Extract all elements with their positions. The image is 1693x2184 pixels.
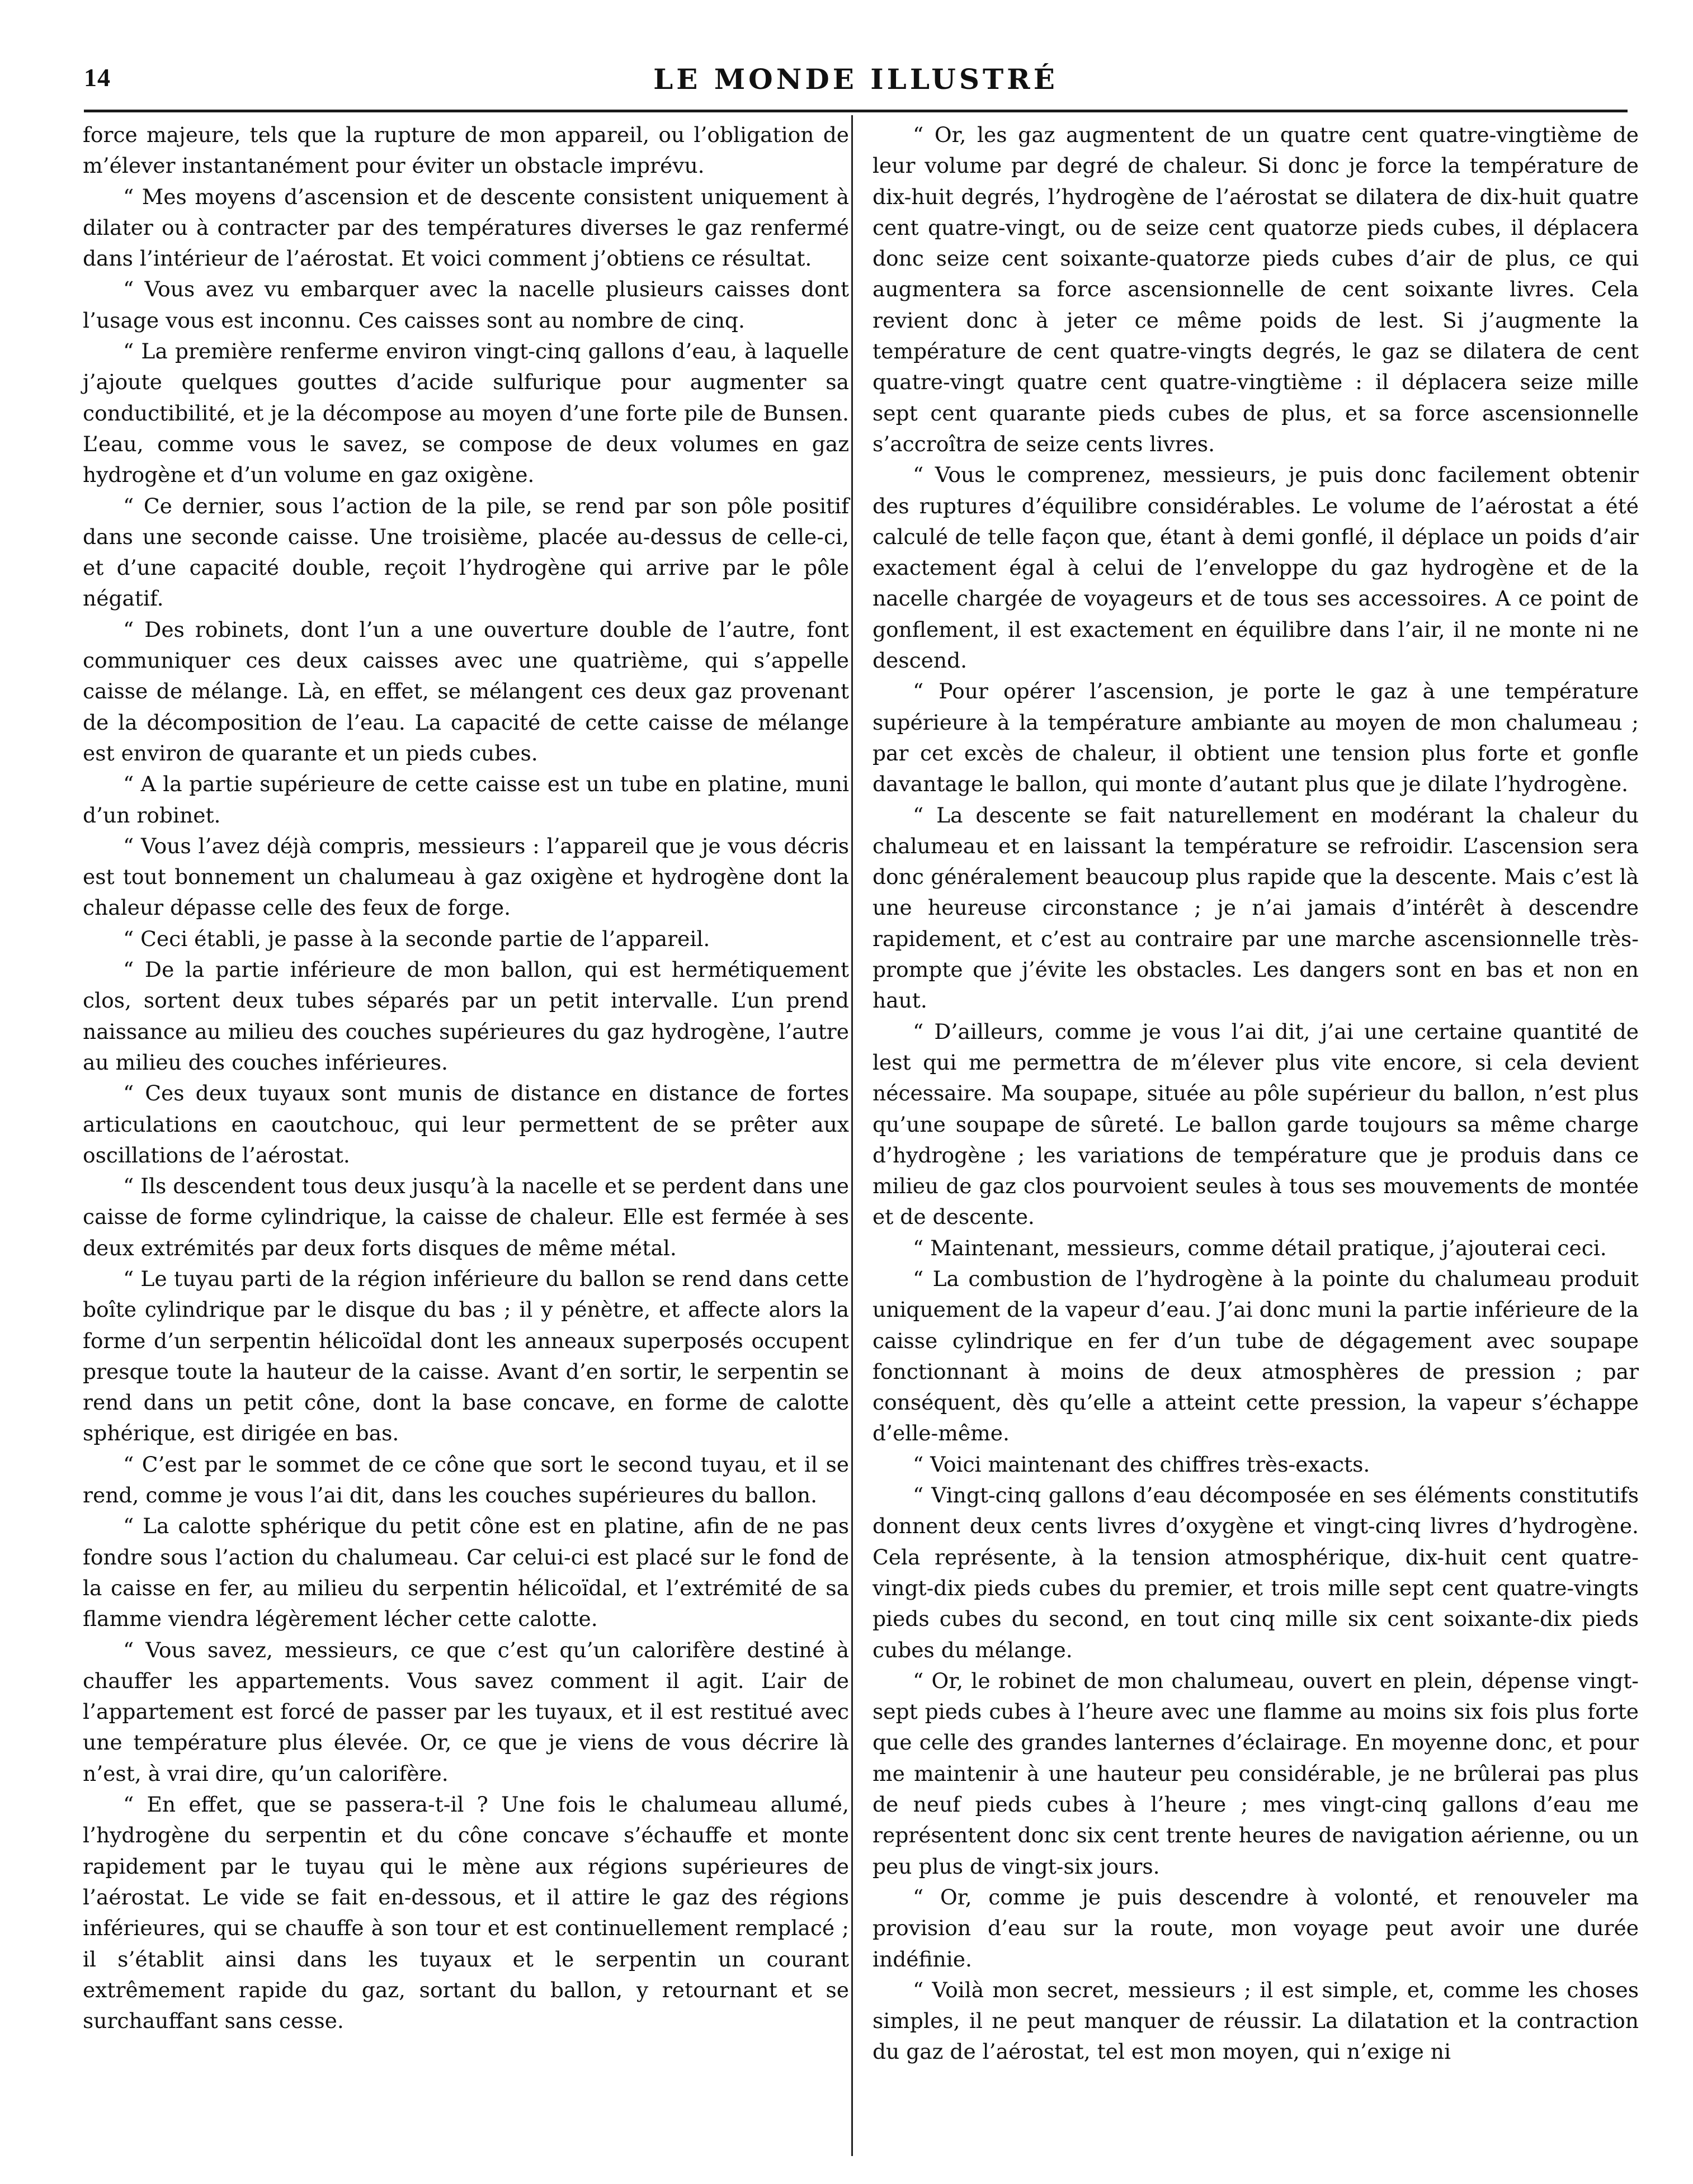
paragraph: “ La calotte sphérique du petit cône est en platine, afin de ne pas fondre sous l’action du chalumeau. Car celui-ci est placé sur le fond de la caisse en fer, au milieu du serpentin hélicoïdal, et l’extrémité de sa flamme viendra légèrement lécher cette calotte.: [83, 1514, 849, 1632]
paragraph: “ Ceci établi, je passe à la seconde partie de l’appareil.: [123, 926, 710, 951]
publication-title: LE MONDE ILLUSTRÉ: [653, 63, 1058, 96]
paragraph: “ Vous le comprenez, messieurs, je puis donc facilement obtenir des ruptures d’équilibre considérables. Le volume de l’aérostat a été calculé de telle façon que, étant à demi gonflé, il déplace un poids d’air exactement égal à celui de l’enveloppe du gaz hydrogène et de la nacelle chargée de voyageurs et de tous ses accessoires. A ce point de gonflement, il est exactement en équilibre dans l’air, il ne monte ni ne descend.: [873, 462, 1639, 673]
right-column: [873, 120, 1639, 2155]
paragraph: “ La première renferme environ vingt-cinq gallons d’eau, à laquelle j’ajoute quelques gouttes d’acide sulfurique pour augmenter sa conductibilité, et je la décompose au moyen d’une forte pile de Bunsen. L’eau, comme vous le savez, se compose de deux volumes en gaz hydrogène et d’un volume en gaz oxigène.: [83, 339, 849, 488]
paragraph: “ Vous avez vu embarquer avec la nacelle plusieurs caisses dont l’usage vous est inconnu. Ces caisses sont au nombre de cinq.: [83, 277, 849, 333]
left-column: [83, 120, 849, 2155]
paragraph: “ Ces deux tuyaux sont munis de distance en distance de fortes articulations en caoutchouc, qui leur permettent de se prêter aux oscillations de l’aérostat.: [83, 1081, 849, 1167]
paragraph: “ Mes moyens d’ascension et de descente consistent uniquement à dilater ou à contracter par des températures diverses le gaz renfermé dans l’intérieur de l’aérostat. Et voici comment j’obtiens ce résultat.: [83, 184, 849, 271]
paragraph: “ Le tuyau parti de la région inférieure du ballon se rend dans cette boîte cylindrique par le disque du bas ; il y pénètre, et affecte alors la forme d’un serpentin hélicoïdal dont les anneaux superposés occupent presque toute la hauteur de la caisse. Avant d’en sortir, le serpentin se rend dans un petit cône, dont la base concave, en forme de calotte sphérique, est dirigée en bas.: [83, 1266, 849, 1446]
paragraph: “ Or, les gaz augmentent de un quatre cent quatre-vingtième de leur volume par degré de chaleur. Si donc je force la température de dix-huit degrés, l’hydrogène de l’aérostat se dilatera de dix-huit quatre cent quatre-vingt, ou de seize cent quatorze pieds cubes, il déplacera donc seize cent soixante-quatorze pieds cubes d’air de plus, ce qui augmentera sa force ascensionnelle de cent soixante livres. Cela revient donc à jeter ce même poids de lest. Si j’augmente la température de cent quatre-vingts degrés, le gaz se dilatera de cent quatre-vingt quatre cent quatre-vingtième : il déplacera seize mille sept cent quarante pieds cubes de plus, et sa force ascensionnelle s’accroîtra de seize cents livres.: [873, 122, 1639, 456]
paragraph: force majeure, tels que la rupture de mon appareil, ou l’obligation de m’élever instantanément pour éviter un obstacle imprévu.: [83, 122, 849, 178]
paragraph: “ La descente se fait naturellement en modérant la chaleur du chalumeau et en laissant la température se refroidir. L’ascension sera donc généralement beaucoup plus rapide que la descente. Mais c’est là une heureuse circonstance ; je n’ai jamais d’intérêt à descendre rapidement, et c’est au contraire par une marche ascensionnelle très-prompte que j’évite les obstacles. Les dangers sont en bas et non en haut.: [873, 802, 1639, 1013]
page-number: 14: [84, 63, 111, 92]
paragraph: “ Or, comme je puis descendre à volonté, et renouveler ma provision d’eau sur la route, mon voyage peut avoir une durée indéfinie.: [873, 1884, 1639, 1972]
paragraph: “ Vingt-cinq gallons d’eau décomposée en ses éléments constitutifs donnent deux cents livres d’oxygène et vingt-cinq livres d’hydrogène. Cela représente, à la tension atmosphérique, dix-huit cent quatre-vingt-dix pieds cubes du premier, et trois mille sept cent quatre-vingts pieds cubes du second, en tout cinq mille six cent soixante-dix pieds cubes du mélange.: [873, 1483, 1639, 1662]
paragraph: “ Maintenant, messieurs, comme détail pratique, j’ajouterai ceci.: [913, 1235, 1607, 1260]
paragraph: “ Voilà mon secret, messieurs ; il est simple, et, comme les choses simples, il ne peut manquer de réussir. La dilatation et la contraction du gaz de l’aérostat, tel est mon moyen, qui n’exige ni: [873, 1977, 1639, 2064]
header-rule: [84, 110, 1628, 112]
paragraph: “ Ils descendent tous deux jusqu’à la nacelle et se perdent dans une caisse de forme cylindrique, la caisse de chaleur. Elle est fermée à ses deux extrémités par deux forts disques de même métal.: [83, 1174, 849, 1260]
paragraph: “ Vous l’avez déjà compris, messieurs : l’appareil que je vous décris est tout bonnement un chalumeau à gaz oxigène et hydrogène dont la chaleur dépasse celle des feux de forge.: [83, 833, 849, 920]
paragraph: “ C’est par le sommet de ce cône que sort le second tuyau, et il se rend, comme je vous l’ai dit, dans les couches supérieures du ballon.: [83, 1452, 849, 1508]
paragraph: “ De la partie inférieure de mon ballon, qui est hermétiquement clos, sortent deux tubes séparés par un petit intervalle. L’un prend naissance au milieu des couches supérieures du gaz hydrogène, l’autre au milieu des couches inférieures.: [83, 957, 849, 1075]
paragraph: “ Voici maintenant des chiffres très-exacts.: [913, 1452, 1370, 1477]
paragraph: “ Vous savez, messieurs, ce que c’est qu’un calorifère destiné à chauffer les appartements. Vous savez comment il agit. L’air de l’appartement est forcé de passer par les tuyaux, et il est restitué avec une température plus élevée. Or, ce que je viens de vous décrire là n’est, à vrai dire, qu’un calorifère.: [83, 1637, 849, 1786]
paragraph: “ A la partie supérieure de cette caisse est un tube en platine, muni d’un robinet.: [83, 772, 849, 828]
page-header: [84, 56, 1628, 106]
paragraph: “ Pour opérer l’ascension, je porte le gaz à une température supérieure à la température ambiante au moyen de mon chalumeau ; par cet excès de chaleur, il obtient une tension plus forte et gonfle davantage le ballon, qui monte d’autant plus que je dilate l’hydrogène.: [873, 679, 1639, 797]
paragraph: “ D’ailleurs, comme je vous l’ai dit, j’ai une certaine quantité de lest qui me permettra de m’élever plus vite encore, si cela devient nécessaire. Ma soupape, située au pôle supérieur du ballon, n’est plus qu’une soupape de sûreté. Le ballon garde toujours sa même charge d’hydrogène ; les variations de température que je produis dans ce milieu de gaz clos pourvoient seules à tous ses mouvements de montée et de descente.: [873, 1019, 1639, 1230]
paragraph: “ Or, le robinet de mon chalumeau, ouvert en plein, dépense vingt-sept pieds cubes à l’heure avec une flamme au moins six fois plus forte que celle des grandes lanternes d’éclairage. En moyenne donc, et pour me maintenir à une hauteur peu considérable, je ne brûlerai pas plus de neuf pieds cubes à l’heure ; mes vingt-cinq gallons d’eau me représentent donc six cent trente heures de navigation aérienne, ou un peu plus de vingt-six jours.: [873, 1668, 1639, 1879]
column-divider: [851, 115, 853, 2156]
paragraph: “ La combustion de l’hydrogène à la pointe du chalumeau produit uniquement de la vapeur d’eau. J’ai donc muni la partie inférieure de la caisse cylindrique en fer d’un tube de dégagement avec soupape fonctionnant à moins de deux atmosphères de pression ; par conséquent, dès qu’elle a atteint cette pression, la vapeur s’échappe d’elle-même.: [873, 1266, 1639, 1446]
paragraph: “ Des robinets, dont l’un a une ouverture double de l’autre, font communiquer ces deux caisses avec une quatrième, qui s’appelle caisse de mélange. Là, en effet, se mélangent ces deux gaz provenant de la décomposition de l’eau. La capacité de cette caisse de mélange est environ de quarante et un pieds cubes.: [83, 617, 849, 765]
paragraph: “ Ce dernier, sous l’action de la pile, se rend par son pôle positif dans une seconde caisse. Une troisième, placée au-dessus de celle-ci, et d’une capacité double, reçoit l’hydrogène qui arrive par le pôle négatif.: [83, 493, 849, 611]
paragraph: “ En effet, que se passera-t-il ? Une fois le chalumeau allumé, l’hydrogène du serpentin et du cône concave s’échauffe et monte rapidement par le tuyau qui le mène aux régions supérieures de l’aérostat. Le vide se fait en-dessous, et il attire le gaz des régions inférieures, qui se chauffe à son tour et est continuellement remplacé ; il s’établit ainsi dans les tuyaux et le serpentin un courant extrêmement rapide du gaz, sortant du ballon, y retournant et se surchauffant sans cesse.: [83, 1792, 849, 2034]
